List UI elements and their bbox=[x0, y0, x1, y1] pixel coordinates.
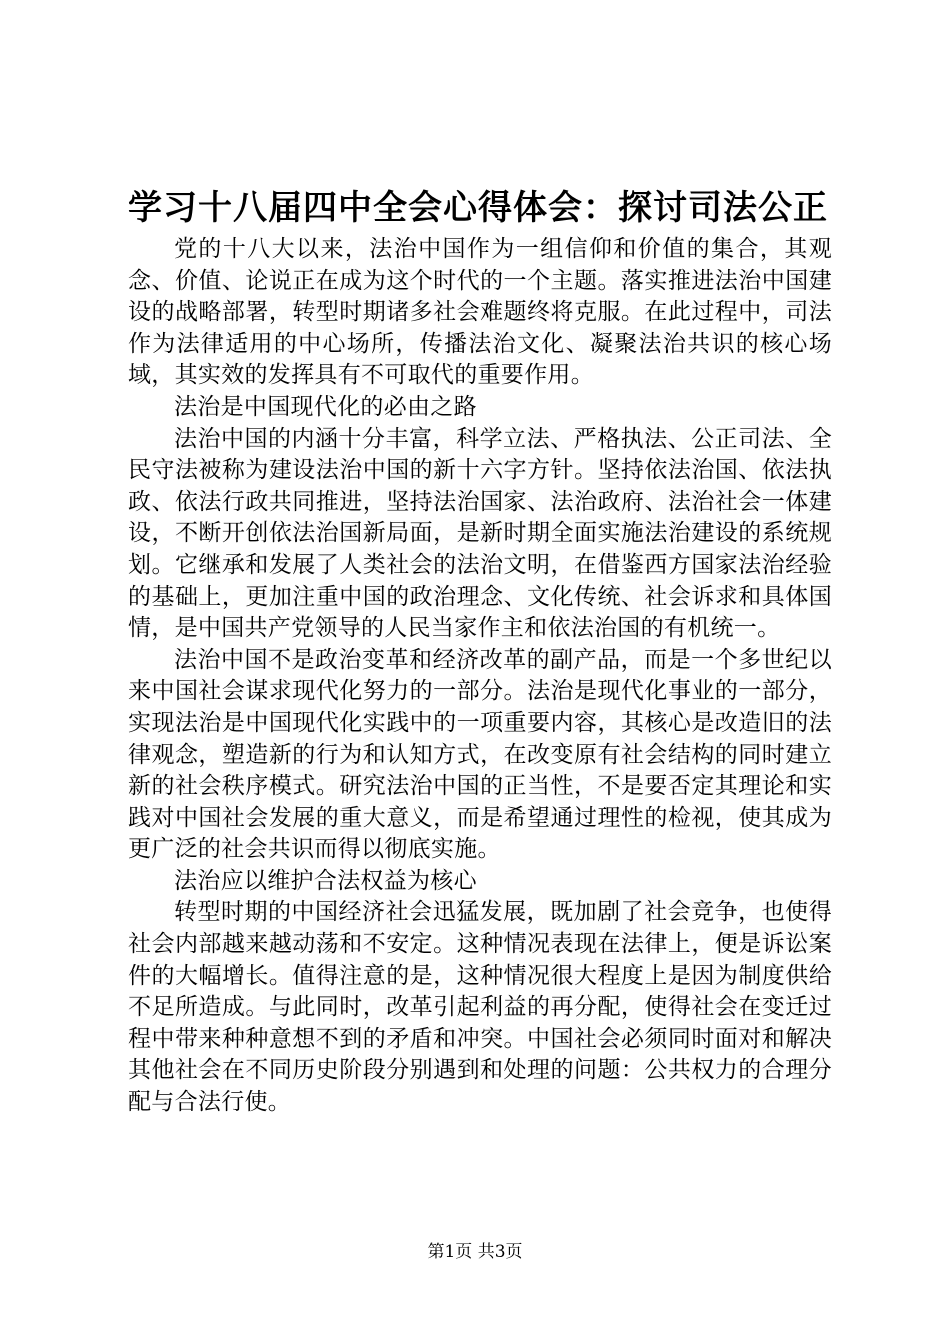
document-body bbox=[128, 234, 832, 1119]
document-title: 学习十八届四中全会心得体会：探讨司法公正 bbox=[128, 188, 828, 228]
section-heading: 法治应以维护合法权益为核心 bbox=[174, 867, 477, 894]
body-paragraph: 党的十八大以来，法治中国作为一组信仰和价值的集合，其观念、价值、论说正在成为这个时代的一个主题。落实推进法治中国建设的战略部署，转型时期诸多社会难题终将克服。在此过程中，司法作为法律适用的中心场所，传播法治文化、凝聚法治共识的核心场域，其实效的发挥具有不可取代的重要作用。 bbox=[128, 236, 832, 389]
section-heading: 法治是中国现代化的必由之路 bbox=[174, 393, 477, 420]
body-paragraph: 转型时期的中国经济社会迅猛发展，既加剧了社会竞争，也使得社会内部越来越动荡和不安定。这种情况表现在法律上，便是诉讼案件的大幅增长。值得注意的是，这种情况很大程度上是因为制度供给不足所造成。与此同时，改革引起利益的再分配，使得社会在变迁过程中带来种种意想不到的矛盾和冲突。中国社会必须同时面对和解决其他社会在不同历史阶段分别遇到和处理的问题：公共权力的合理分配与合法行使。 bbox=[128, 899, 832, 1116]
page-number-footer: 第1页 共3页 bbox=[427, 1242, 523, 1262]
body-paragraph: 法治中国不是政治变革和经济改革的副产品，而是一个多世纪以来中国社会谋求现代化努力的一部分。法治是现代化事业的一部分，实现法治是中国现代化实践中的一项重要内容，其核心是改造旧的法律观念，塑造新的行为和认知方式，在改变原有社会结构的同时建立新的社会秩序模式。研究法治中国的正当性，不是要否定其理论和实践对中国社会发展的重大意义，而是希望通过理性的检视，使其成为更广泛的社会共识而得以彻底实施。 bbox=[128, 646, 832, 863]
body-paragraph: 法治中国的内涵十分丰富，科学立法、严格执法、公正司法、全民守法被称为建设法治中国的新十六字方针。坚持依法治国、依法执政、依法行政共同推进，坚持法治国家、法治政府、法治社会一体建设，不断开创依法治国新局面，是新时期全面实施法治建设的系统规划。它继承和发展了人类社会的法治文明，在借鉴西方国家法治经验的基础上，更加注重中国的政治理念、文化传统、社会诉求和具体国情，是中国共产党领导的人民当家作主和依法治国的有机统一。 bbox=[128, 425, 832, 642]
